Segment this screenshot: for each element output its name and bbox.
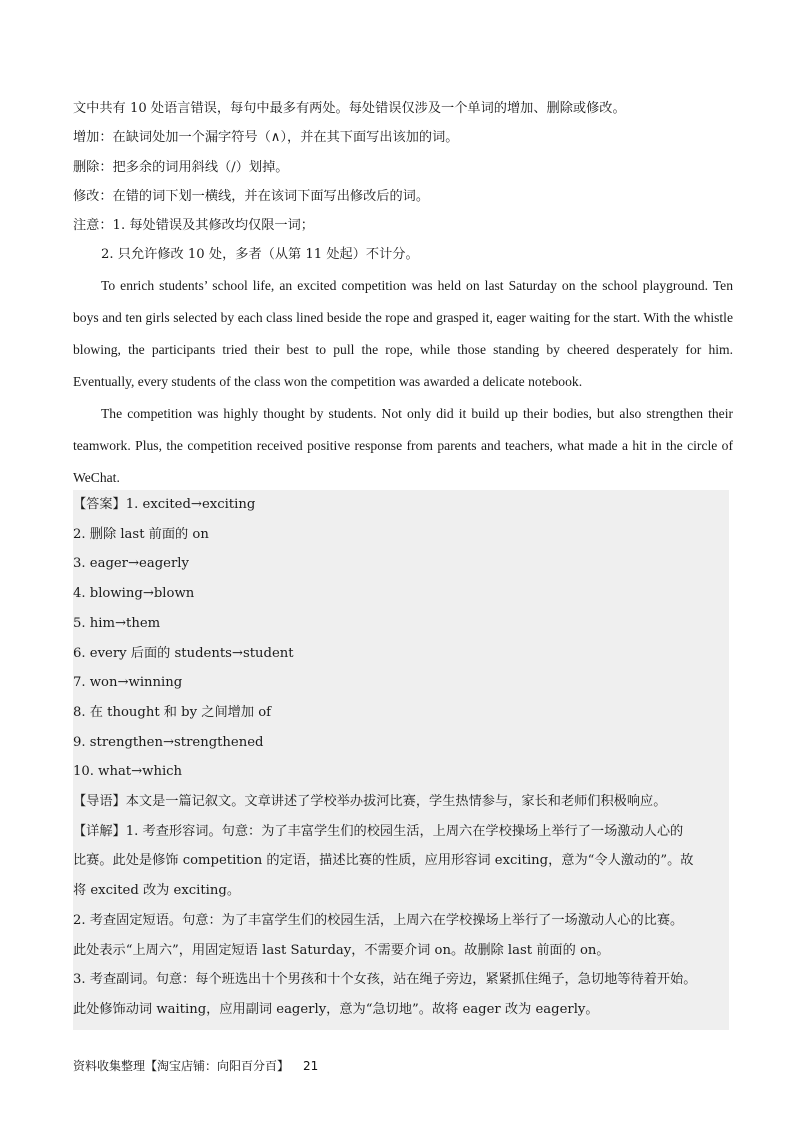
detail-line: 此处修饰动词 waiting，应用副词 eagerly，意为“急切地”。故将 eager 改为 eagerly。 (73, 1001, 599, 1017)
passage-paragraph: To enrich students’ school life, an excited competition was held on last Saturday on the school playground. Ten boys and ten girls selected by each class lined beside the rope and grasped it, eager waiting for the start. With the whistle blowing, the participants tried their best to pull the rope, while those standing by cheered desperately for him. Eventually, every students of the class won the competition was awarded a delicate notebook. (73, 277, 733, 389)
instruction-line: 文中共有 10 处语言错误，每句中最多有两处。每处错误仅涉及一个单词的增加、删除或修改。 (73, 101, 626, 116)
answer-line: 8. 在 thought 和 by 之间增加 of (73, 704, 272, 720)
guide-text: 【导语】本文是一篇记叙文。文章讲述了学校举办拔河比赛，学生热情参与，家长和老师们积极响应。 (73, 794, 667, 810)
passage-paragraph: The competition was highly thought by students. Not only did it build up their bodies, but also strengthen their teamwork. Plus, the competition received positive response from parents and teachers, what made a hit in the circle of WeChat. (73, 405, 733, 485)
detail-line: 将 excited 改为 exciting。 (73, 883, 241, 899)
answer-line: 【答案】1. excited→exciting (73, 497, 256, 512)
passage (73, 270, 733, 494)
detail-line: 3. 考查副词。句意：每个班选出十个男孩和十个女孩，站在绳子旁边，紧紧抓住绳子，急切地等待着开始。 (73, 972, 697, 988)
question-section (73, 94, 733, 494)
detail-line: 比赛。此处是修饰 competition 的定语，描述比赛的性质，应用形容词 exciting，意为“令人激动的”。故 (73, 853, 694, 869)
detail-line: 【详解】1. 考查形容词。句意：为了丰富学生们的校园生活，上周六在学校操场上举行了一场激动人心的 (73, 823, 684, 839)
answer-line: 10. what→which (73, 764, 183, 780)
page-footer (73, 1057, 318, 1074)
detail-line: 此处表示“上周六”，用固定短语 last Saturday，不需要介词 on。故删除 last 前面的 on。 (73, 942, 610, 958)
answer-line: 4. blowing→blown (73, 586, 195, 602)
instruction-line: 删除：把多余的词用斜线（/）划掉。 (73, 159, 289, 175)
answer-line: 3. eager→eagerly (73, 556, 189, 572)
answer-line: 7. won→winning (73, 675, 183, 691)
answer-line: 5. him→them (73, 615, 161, 631)
instruction-line: 增加：在缺词处加一个漏字符号（∧），并在其下面写出该加的词。 (73, 130, 459, 146)
answer-line: 9. strengthen→strengthened (73, 734, 264, 750)
instruction-line: 修改：在错的词下划一横线，并在该词下面写出修改后的词。 (73, 188, 430, 204)
page-number: 21 (303, 1059, 319, 1073)
answer-line: 2. 删除 last 前面的 on (73, 526, 209, 542)
instruction-line: 2. 只允许修改 10 处，多者（从第 11 处起）不计分。 (101, 247, 419, 263)
instruction-line: 注意：1. 每处错误及其修改均仅限一词； (73, 218, 314, 234)
answer-section (73, 490, 729, 1030)
answer-line: 6. every 后面的 students→student (73, 645, 294, 661)
footer-source-text: 资料收集整理【淘宝店铺：向阳百分百】 (73, 1059, 290, 1073)
detail-line: 2. 考查固定短语。句意：为了丰富学生们的校园生活，上周六在学校操场上举行了一场激动人心的比赛。 (73, 912, 684, 928)
